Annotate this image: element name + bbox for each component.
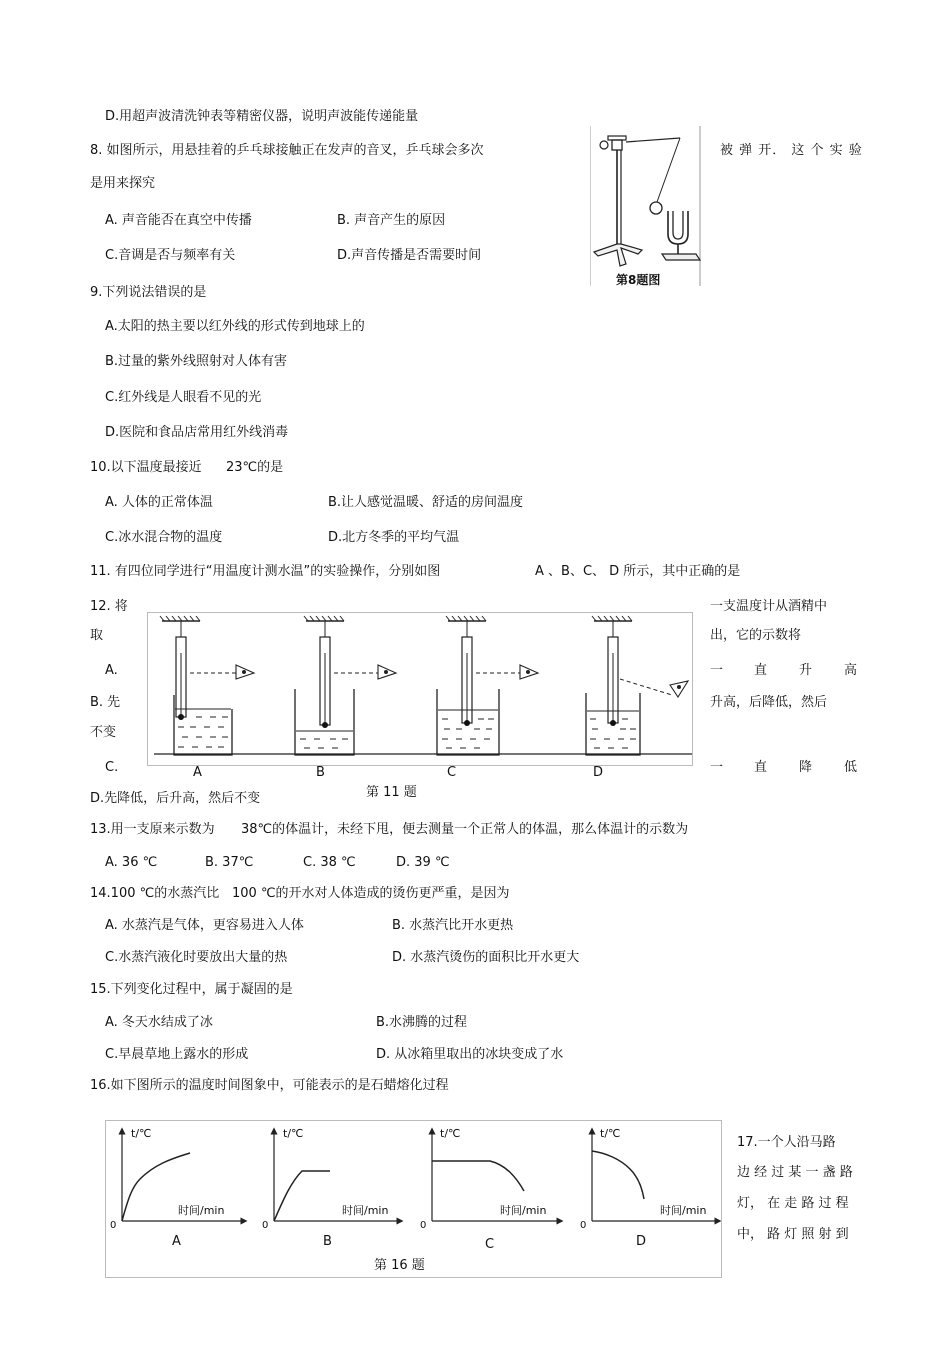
q14-option-d: D. 水蒸汽烫伤的面积比开水更大 [392, 950, 580, 965]
q8-stem-cont: 被 弹 开． 这 个 实 验 [720, 143, 863, 158]
tuning-fork-figure [590, 126, 702, 286]
q14-option-b: B. 水蒸汽比开水更热 [392, 918, 514, 933]
setup-c [437, 616, 538, 755]
graph-b-y-label: t/℃ [283, 1127, 304, 1140]
q17-line-3: 灯， 在 走 路 过 程 [737, 1196, 849, 1211]
q9-option-b: B.过量的紫外线照射对人体有害 [105, 354, 288, 369]
q14-stem-cont: 100 ℃的开水对人体造成的烫伤更严重，是因为 [232, 886, 510, 901]
q9-option-a: A.太阳的热主要以红外线的形式传到地球上的 [105, 319, 365, 334]
q13-option-d: D. 39 ℃ [396, 855, 450, 870]
q10-option-c: C.冰水混合物的温度 [105, 530, 223, 545]
q8-option-a: A. 声音能否在真空中传播 [105, 213, 252, 228]
q11-label-a: A [193, 765, 202, 780]
q12-option-a-label: A. [105, 663, 118, 678]
setup-d [586, 616, 688, 755]
q15-option-b: B.水沸腾的过程 [376, 1015, 468, 1030]
q14-stem: 14.100 ℃的水蒸汽比 [90, 886, 220, 901]
q12-option-c-w2: 直 [754, 760, 768, 775]
setup-b [295, 616, 396, 755]
q11-label-c: C [447, 765, 457, 780]
q12-option-b-text: 升高，后降低，然后 [710, 695, 828, 710]
graph-a-y-label: t/℃ [131, 1127, 152, 1140]
q12-option-a-w3: 升 [799, 663, 813, 678]
q15-option-a: A. 冬天水结成了冰 [105, 1015, 213, 1030]
q8-stem: 8. 如图所示，用悬挂着的乒乓球接触正在发声的音叉，乒乓球会多次 [90, 143, 484, 158]
q17-line-1: 17.一个人沿马路 [737, 1135, 836, 1150]
q10-option-d: D.北方冬季的平均气温 [328, 530, 460, 545]
temperature-graphs-figure [105, 1120, 722, 1278]
q12-option-c-w4: 低 [844, 760, 858, 775]
graph-d-y-label: t/℃ [600, 1127, 621, 1140]
q12-stem-right-2: 出，它的示数将 [710, 628, 802, 643]
q12-option-b-end: 不变 [90, 725, 117, 740]
q16-figure-caption: 第 16 题 [374, 1258, 425, 1273]
q13-option-a: A. 36 ℃ [105, 855, 158, 870]
q10-stem: 10.以下温度最接近 [90, 460, 202, 475]
graph-a-origin: 0 [110, 1220, 117, 1231]
q8-option-b: B. 声音产生的原因 [337, 213, 446, 228]
q11-label-d: D [593, 765, 604, 780]
q10-stem-cont: 23℃的是 [226, 460, 284, 475]
graph-c-y-label: t/℃ [440, 1127, 461, 1140]
q12-option-a-w2: 直 [754, 663, 768, 678]
q14-option-a: A. 水蒸汽是气体，更容易进入人体 [105, 918, 304, 933]
q11-stem: 11. 有四位同学进行“用温度计测水温”的实验操作，分别如图 [90, 564, 441, 579]
q9-option-c: C.红外线是人眼看不见的光 [105, 390, 262, 405]
q10-option-b: B.让人感觉温暖、舒适的房间温度 [328, 495, 524, 510]
q11-stem-cont: A 、B、C、 D 所示，其中正确的是 [535, 564, 741, 579]
q8-figure-caption: 第8题图 [616, 273, 661, 287]
graph-d-label: D [636, 1234, 647, 1249]
q16-stem: 16.如下图所示的温度时间图象中，可能表示的是石蜡熔化过程 [90, 1078, 449, 1093]
q14-option-c: C.水蒸汽液化时要放出大量的热 [105, 950, 288, 965]
graph-b-origin: 0 [262, 1220, 269, 1231]
q9-option-d: D.医院和食品店常用红外线消毒 [105, 425, 289, 440]
q12-stem-left-2: 取 [90, 628, 104, 643]
q8-option-d: D.声音传播是否需要时间 [337, 248, 482, 263]
q12-option-c-w1: 一 [710, 760, 724, 775]
graph-d-x-label: 时间/min [660, 1204, 707, 1217]
q12-option-c-label: C. [105, 760, 119, 775]
graph-b-x-label: 时间/min [342, 1204, 389, 1217]
graph-a-label: A [172, 1234, 181, 1249]
graph-c-label: C [485, 1237, 495, 1252]
q17-line-2: 边 经 过 某 一 盏 路 [737, 1165, 853, 1180]
graph-a-x-label: 时间/min [178, 1204, 225, 1217]
q15-option-c: C.早晨草地上露水的形成 [105, 1047, 249, 1062]
q17-line-4: 中， 路 灯 照 射 到 [737, 1227, 849, 1242]
q8-stem-end: 是用来探究 [90, 176, 156, 191]
graph-c-x-label: 时间/min [500, 1204, 547, 1217]
q13-stem-cont: 38℃的体温计，未经下甩，便去测量一个正常人的体温，那么体温计的示数为 [241, 822, 689, 837]
q8-option-c: C.音调是否与频率有关 [105, 248, 236, 263]
q11-label-b: B [316, 765, 325, 780]
q13-option-b: B. 37℃ [205, 855, 254, 870]
thermometer-figure [147, 612, 693, 766]
q10-option-a: A. 人体的正常体温 [105, 495, 213, 510]
q13-option-c: C. 38 ℃ [303, 855, 356, 870]
setup-a [160, 616, 254, 755]
q12-stem-right-1: 一支温度计从酒精中 [710, 599, 828, 614]
graph-b-label: B [323, 1234, 332, 1249]
q12-option-a-w4: 高 [844, 663, 858, 678]
q12-option-b-label: B. 先 [90, 695, 121, 710]
q12-option-a-w1: 一 [710, 663, 724, 678]
graph-c-origin: 0 [420, 1220, 427, 1231]
q12-option-c-w3: 降 [799, 760, 813, 775]
q13-stem: 13.用一支原来示数为 [90, 822, 215, 837]
q12-option-d: D.先降低，后升高，然后不变 [90, 791, 261, 806]
q12-stem-left-1: 12. 将 [90, 599, 128, 614]
q15-option-d: D. 从冰箱里取出的冰块变成了水 [376, 1047, 564, 1062]
q7-option-d: D.用超声波清洗钟表等精密仪器，说明声波能传递能量 [105, 109, 419, 124]
q15-stem: 15.下列变化过程中，属于凝固的是 [90, 982, 293, 997]
q11-figure-caption: 第 11 题 [366, 785, 417, 800]
q9-stem: 9.下列说法错误的是 [90, 285, 207, 300]
graph-d-origin: 0 [580, 1220, 587, 1231]
